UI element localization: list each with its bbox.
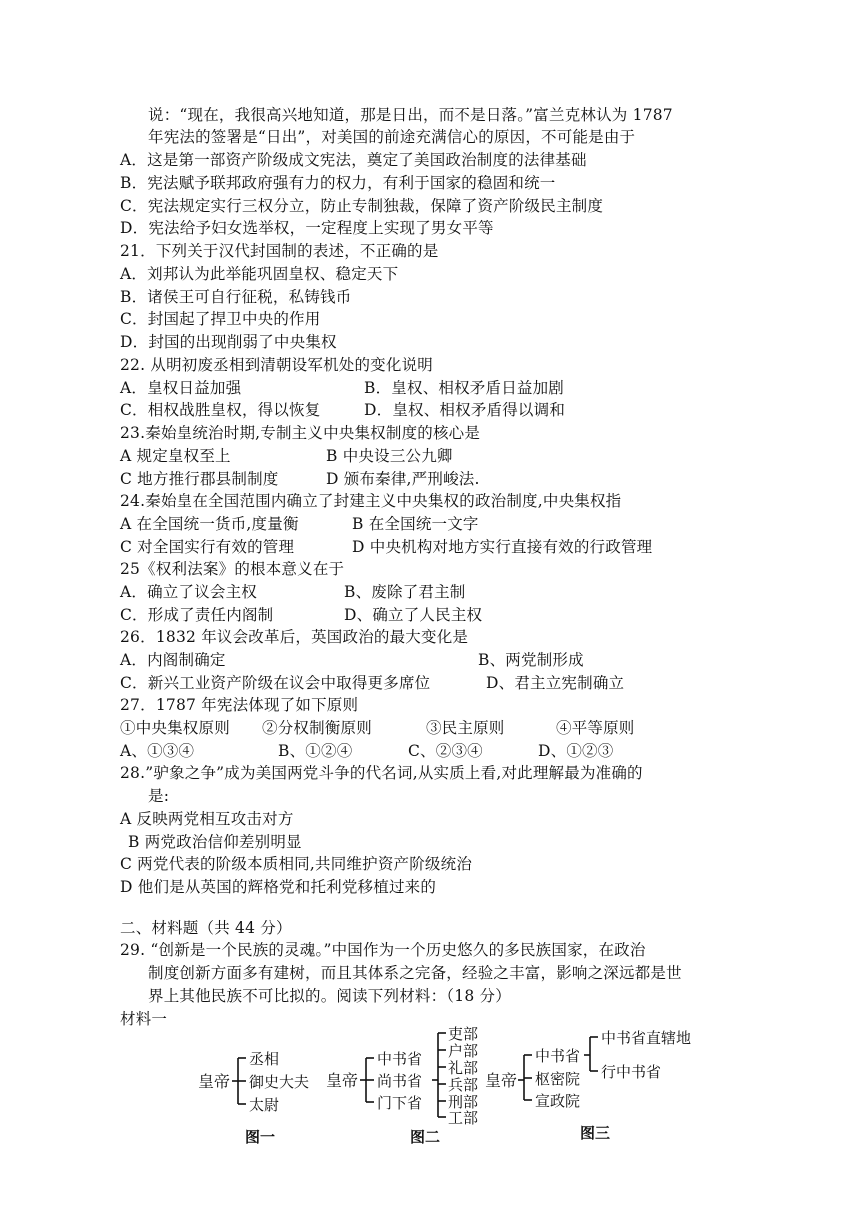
fig3-caption: 图三 — [580, 1124, 611, 1142]
q27-option-d: D、①②③ — [538, 742, 614, 760]
q21-option-a: A．刘邦认为此举能巩固皇权、稳定天下 — [120, 265, 399, 283]
q29-line-1: 29. “创新是一个民族的灵魂。”中国作为一个历史悠久的多民族国家，在政治 — [120, 941, 646, 959]
q28-option-a: A 反映两党相互攻击对方 — [120, 810, 294, 828]
q26-option-c: C．新兴工业资产阶级在议会中取得更多席位 — [120, 674, 431, 692]
q25-option-b: B、废除了君主制 — [344, 583, 466, 601]
q23-option-c: C 地方推行郡县制制度 — [120, 470, 279, 488]
fig2-item-1: 中书省 — [377, 1050, 423, 1068]
fig2-ministry-3: 礼部 — [448, 1059, 479, 1077]
q23-option-b: B 中央设三公九卿 — [326, 447, 453, 465]
q20-option-a: A．这是第一部资产阶级成文宪法，奠定了美国政治制度的法律基础 — [120, 151, 587, 169]
fig2-ministry-4: 兵部 — [448, 1076, 479, 1094]
q23-option-a: A 规定皇权至上 — [120, 447, 231, 465]
q22-option-c: C．相权战胜皇权，得以恢复 — [120, 401, 321, 419]
fig3-root: 皇帝 — [485, 1071, 518, 1090]
section-heading: 二、材料题（共 44 分） — [120, 919, 292, 937]
fig2-ministry-5: 刑部 — [448, 1093, 479, 1111]
q21-option-b: B．诸侯王可自行征税，私铸钱币 — [120, 288, 352, 306]
fig3-item-2: 枢密院 — [535, 1070, 581, 1088]
q26-option-d: D、君主立宪制确立 — [486, 674, 625, 692]
fig2-ministry-1: 吏部 — [448, 1025, 479, 1043]
material-label: 材料一 — [120, 1010, 168, 1028]
q25-option-a: A．确立了议会主权 — [120, 583, 257, 601]
fig1-root: 皇帝 — [198, 1072, 231, 1091]
fig2-item-2: 尚书省 — [377, 1072, 423, 1090]
fig1-item-1: 丞相 — [249, 1050, 280, 1068]
fig3-sub-1: 中书省直辖地 — [601, 1029, 692, 1047]
q27-principle-3: ③民主原则 — [426, 719, 505, 737]
fig3-sub-2: 行中书省 — [601, 1063, 662, 1081]
fig2-ministry-6: 工部 — [448, 1109, 479, 1127]
q24-option-c: C 对全国实行有效的管理 — [120, 538, 295, 556]
q20-option-b: B．宪法赋予联邦政府强有力的权力，有利于国家的稳固和统一 — [120, 174, 556, 192]
q22-option-a: A．皇权日益加强 — [120, 379, 242, 397]
fig2-item-3: 门下省 — [377, 1094, 423, 1112]
q20-stem-line-1: 说：“现在，我很高兴地知道，那是日出，而不是日落。”富兰克林认为 1787 — [148, 106, 673, 124]
q21-option-d: D．封国的出现削弱了中央集权 — [120, 333, 337, 351]
q24-option-b: B 在全国统一文字 — [352, 515, 479, 533]
q26-option-a: A．内阁制确定 — [120, 651, 226, 669]
q28-stem-line-2: 是: — [148, 787, 170, 805]
q20-stem-line-2: 年宪法的签署是“日出”，对美国的前途充满信心的原因，不可能是由于 — [148, 128, 636, 146]
q21-stem: 21．下列关于汉代封国制的表述，不正确的是 — [120, 242, 439, 260]
fig1-caption: 图一 — [245, 1128, 276, 1146]
q28-option-c: C 两党代表的阶级本质相同,共同维护资产阶级统治 — [120, 855, 473, 873]
q29-line-2: 制度创新方面多有建树，而且其体系之完备，经验之丰富，影响之深远都是世 — [148, 964, 682, 982]
q23-option-d: D 颁布秦律,严刑峻法. — [326, 470, 480, 488]
q27-option-b: B、①②④ — [278, 742, 353, 760]
fig1-item-3: 太尉 — [249, 1096, 280, 1114]
q25-option-d: D、确立了人民主权 — [344, 606, 483, 624]
fig2-caption: 图二 — [410, 1128, 441, 1146]
q20-option-d: D．宪法给予妇女选举权，一定程度上实现了男女平等 — [120, 219, 494, 237]
fig3-item-3: 宣政院 — [535, 1092, 581, 1110]
q23-stem: 23.秦始皇统治时期,专制主义中央集权制度的核心是 — [120, 424, 481, 442]
q27-option-a: A、①③④ — [120, 742, 195, 760]
q24-option-d: D 中央机构对地方实行直接有效的行政管理 — [352, 538, 653, 556]
fig2-root: 皇帝 — [326, 1071, 359, 1090]
q29-line-3: 界上其他民族不可比拟的。阅读下列材料：（18 分） — [148, 987, 511, 1005]
q20-option-c: C．宪法规定实行三权分立，防止专制独裁，保障了资产阶级民主制度 — [120, 197, 604, 215]
q26-option-b: B、两党制形成 — [478, 651, 584, 669]
q28-stem-line-1: 28.”驴象之争”成为美国两党斗争的代名词,从实质上看,对此理解最为准确的 — [120, 764, 643, 782]
q28-option-d: D 他们是从英国的辉格党和托利党移植过来的 — [120, 878, 437, 896]
q27-principle-1: ①中央集权原则 — [120, 719, 230, 737]
q25-option-c: C．形成了责任内阁制 — [120, 606, 274, 624]
q25-stem: 25《权利法案》的根本意义在于 — [120, 560, 345, 578]
q24-option-a: A 在全国统一货币,度量衡 — [120, 515, 299, 533]
fig1-item-2: 御史大夫 — [249, 1073, 310, 1091]
q22-option-b: B．皇权、相权矛盾日益加剧 — [364, 379, 564, 397]
q27-stem: 27．1787 年宪法体现了如下原则 — [120, 696, 359, 714]
q27-option-c: C、②③④ — [408, 742, 483, 760]
q22-option-d: D．皇权、相权矛盾得以调和 — [364, 401, 566, 419]
q24-stem: 24.秦始皇在全国范围内确立了封建主义中央集权的政治制度,中央集权指 — [120, 492, 622, 510]
q21-option-c: C．封国起了捍卫中央的作用 — [120, 310, 321, 328]
q28-option-b: B 两党政治信仰差别明显 — [128, 833, 302, 851]
fig2-ministry-2: 户部 — [448, 1042, 479, 1060]
q27-principle-2: ②分权制衡原则 — [262, 719, 372, 737]
q26-stem: 26．1832 年议会改革后，英国政治的最大变化是 — [120, 628, 469, 646]
fig3-item-1: 中书省 — [535, 1047, 581, 1065]
q22-stem: 22. 从明初废丞相到清朝设军机处的变化说明 — [120, 356, 433, 374]
q27-principle-4: ④平等原则 — [556, 719, 635, 737]
